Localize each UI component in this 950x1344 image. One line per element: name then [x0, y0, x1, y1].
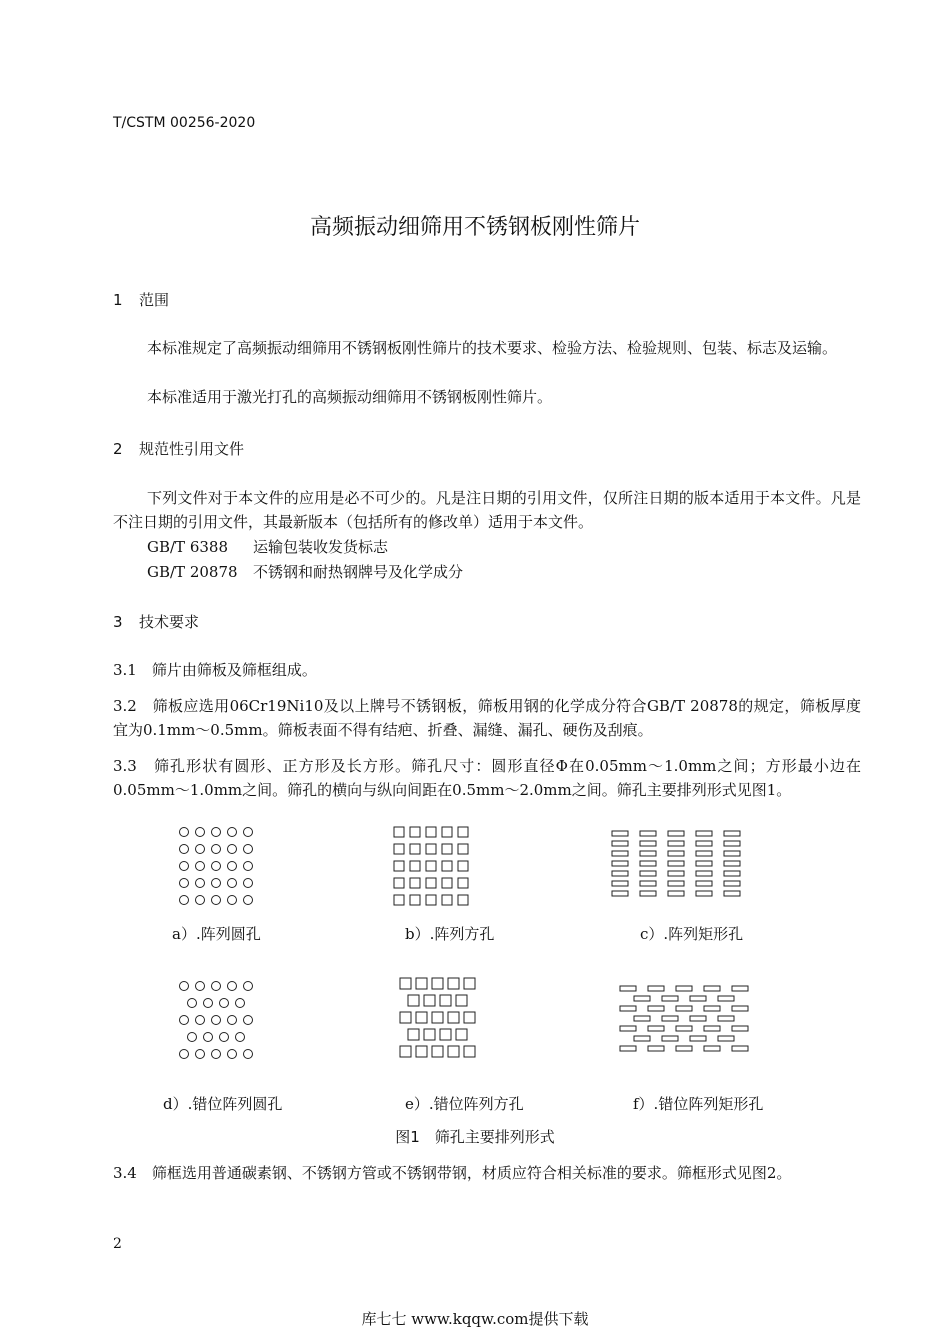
- reference-item: [147, 561, 463, 582]
- reference-title: 不锈钢和耐热钢牌号及化学成分: [253, 563, 464, 581]
- figure-a-array-round-holes: [170, 822, 270, 912]
- section-3-heading: [113, 611, 199, 632]
- reference-code: GB/T 6388: [147, 538, 229, 556]
- clause-3-1: 3.1 筛片由筛板及筛框组成。: [113, 661, 317, 679]
- section-2-number: 2: [113, 440, 123, 458]
- reference-title: 运输包装收发货标志: [253, 538, 389, 556]
- page-number: 2: [113, 1236, 122, 1252]
- figure-c-array-rectangular-holes: [605, 826, 745, 906]
- figure-c-caption: c）.阵列矩形孔: [640, 925, 744, 943]
- section-2-title: 规范性引用文件: [139, 440, 245, 458]
- section-3-number: 3: [113, 613, 123, 631]
- figure-a-caption: a）.阵列圆孔: [172, 925, 261, 943]
- section-3-title: 技术要求: [139, 613, 200, 631]
- reference-item: [147, 536, 388, 557]
- clause-3-3: 3.3 筛孔形状有圆形、正方形及长方形。筛孔尺寸：圆形直径Φ在0.05mm～1.0mm之间；方形最小边在0.05mm～1.0mm之间。筛孔的横向与纵向间距在0.5mm～2.0mm之间。筛孔主要排列形式见图1。: [113, 757, 861, 799]
- figure-e-caption: e）.错位阵列方孔: [405, 1095, 524, 1113]
- figure-d-caption: d）.错位阵列圆孔: [163, 1095, 283, 1113]
- clause-3-2: 3.2 筛板应选用06Cr19Ni10及以上牌号不锈钢板，筛板用钢的化学成分符合GB/T 20878的规定，筛板厚度宜为0.1mm～0.5mm。筛板表面不得有结疤、折叠、漏缝、漏孔、硬伤及刮痕。: [113, 697, 861, 739]
- clause-3-4: 3.4 筛框选用普通碳素钢、不锈钢方管或不锈钢带钢，材质应符合相关标准的要求。筛框形式见图2。: [113, 1164, 792, 1182]
- section-1-heading: [113, 289, 169, 310]
- figure-b-array-square-holes: [388, 822, 488, 912]
- figure-f-staggered-rectangular-holes: [612, 982, 752, 1058]
- download-footer: 库七七 www.kqqw.com提供下载: [361, 1310, 589, 1328]
- standard-number: T/CSTM 00256-2020: [113, 115, 256, 131]
- figure-e-staggered-square-holes: [392, 974, 492, 1064]
- reference-code: GB/T 20878: [147, 563, 238, 581]
- section-1-paragraph-1: 本标准规定了高频振动细筛用不锈钢板刚性筛片的技术要求、检验方法、检验规则、包装、标志及运输。: [147, 339, 838, 357]
- section-2-paragraph-1: 下列文件对于本文件的应用是必不可少的。凡是注日期的引用文件，仅所注日期的版本适用于本文件。凡是不注日期的引用文件，其最新版本（包括所有的修改单）适用于本文件。: [113, 489, 861, 531]
- section-1-title: 范围: [139, 291, 170, 309]
- section-1-number: 1: [113, 291, 123, 309]
- figure-f-caption: f）.错位阵列矩形孔: [633, 1095, 764, 1113]
- document-title: 高频振动细筛用不锈钢板刚性筛片: [309, 215, 640, 240]
- figure-1-title: 图1 筛孔主要排列形式: [395, 1128, 555, 1146]
- section-1-paragraph-2: 本标准适用于激光打孔的高频振动细筛用不锈钢板刚性筛片。: [147, 388, 553, 406]
- figure-d-staggered-round-holes: [170, 976, 270, 1066]
- figure-b-caption: b）.阵列方孔: [405, 925, 495, 943]
- section-2-heading: [113, 438, 244, 459]
